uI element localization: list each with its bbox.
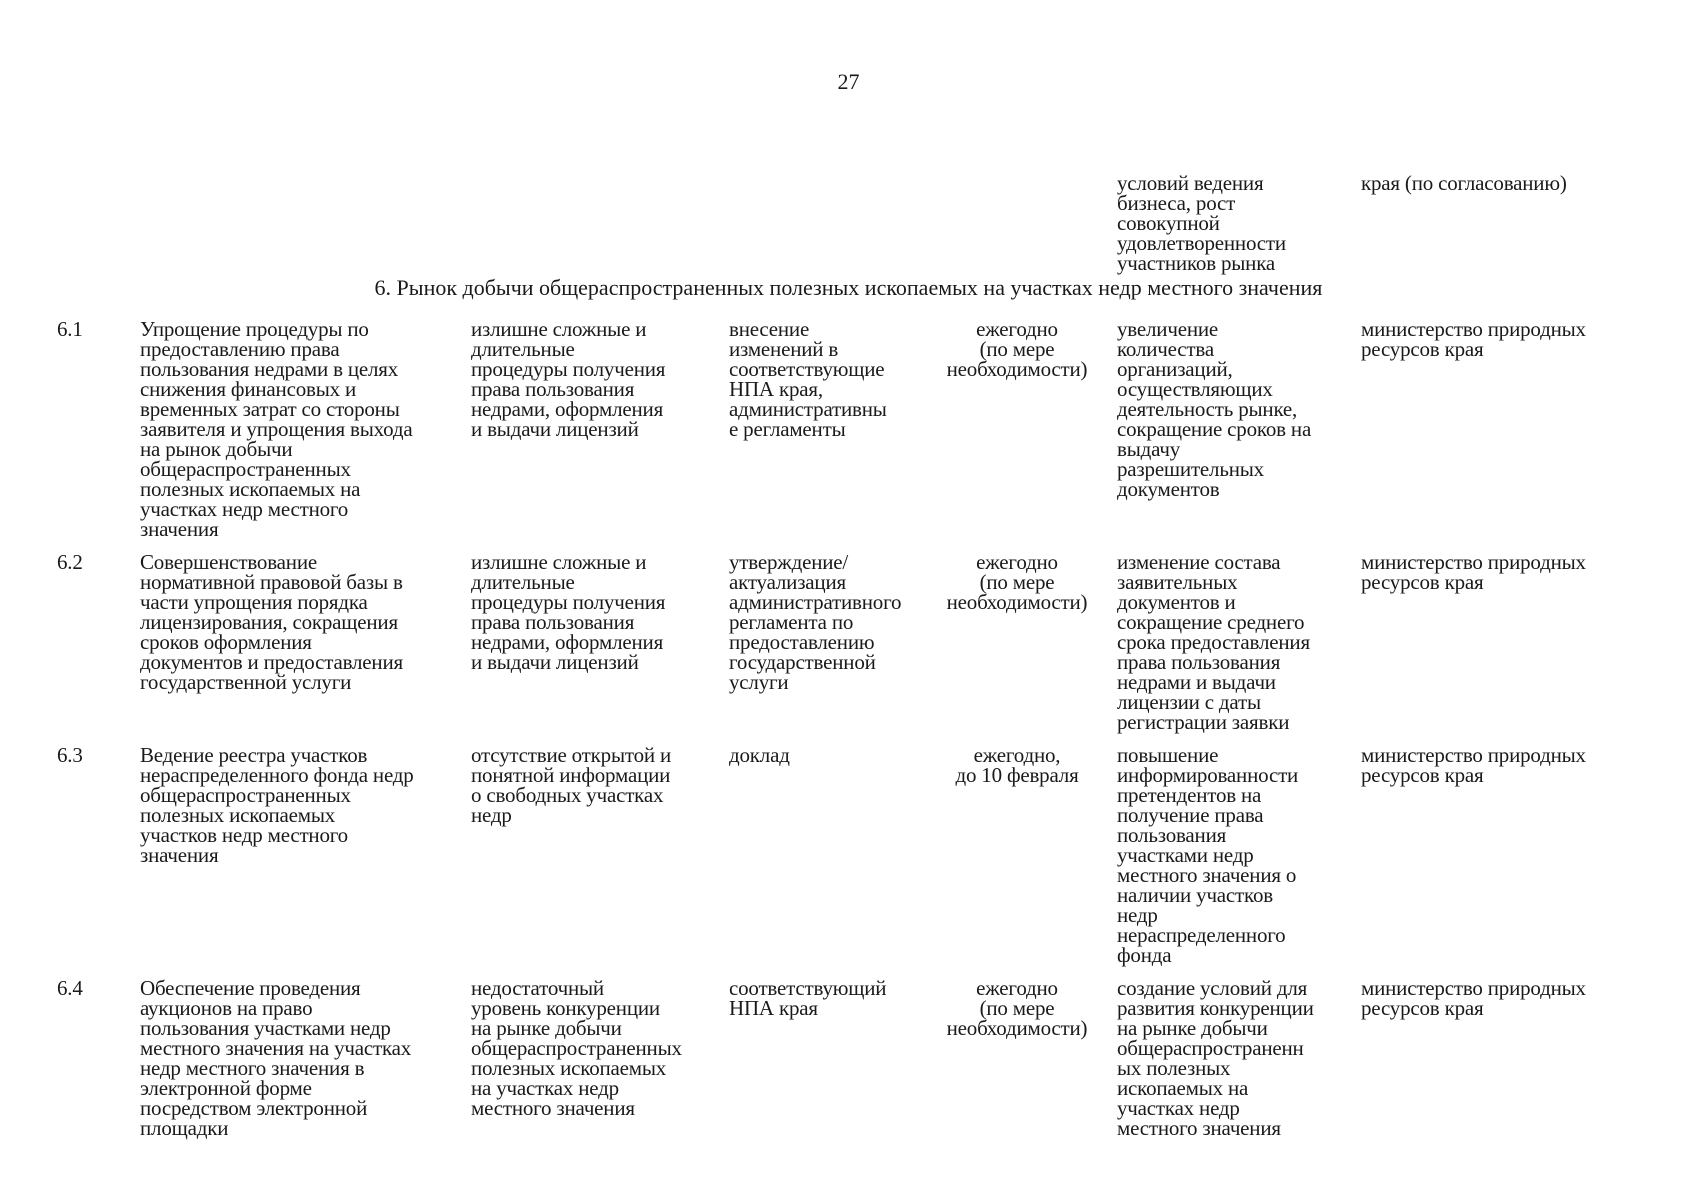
row-responsible: министерство природных ресурсов края [1361, 743, 1586, 787]
row-number: 6.3 [57, 743, 83, 767]
row-responsible: министерство природных ресурсов края [1361, 550, 1586, 594]
row-term: ежегодно, до 10 февраля [955, 743, 1079, 787]
row-task: Упрощение процедуры по предоставлению права пользования недрами в целях снижения финансовых и временных затрат со стороны заявителя и упрощения выхода на рынок добычи общераспространенных полезных ископаемых на участках недр местного значения [140, 317, 413, 541]
row-document: соответствующий НПА края [729, 976, 887, 1020]
row-result: изменение состава заявительных документов и сокращение среднего срока предоставления права пользования недрами и выдачи лицензии с даты регистрации заявки [1117, 550, 1310, 734]
row-result: повышение информированности претендентов на получение права пользования участками недр местного значения о наличии участков недр нераспределенного фонда [1117, 743, 1299, 967]
row-task: Совершенствование нормативной правовой базы в части упрощения порядка лицензирования, сокращения сроков оформления документов и предоставления государственной услуги [140, 550, 403, 694]
row-document: доклад [729, 743, 790, 767]
continuation-responsible: края (по согласованию) [1361, 171, 1567, 195]
page-number: 27 [837, 69, 860, 94]
row-responsible: министерство природных ресурсов края [1361, 317, 1586, 361]
continuation-result: условий ведения бизнеса, рост совокупной удовлетворенности участников рынка [1117, 171, 1286, 275]
row-number: 6.1 [57, 317, 83, 341]
row-problem: недостаточный уровень конкуренции на рынке добычи общераспространенных полезных ископаемых на участках недр местного значения [471, 976, 682, 1120]
row-document: внесение изменений в соответствующие НПА края, административны е регламенты [729, 317, 887, 441]
row-problem: излишне сложные и длительные процедуры получения права пользования недрами, оформления и выдачи лицензий [471, 550, 666, 674]
row-problem: отсутствие открытой и понятной информации о свободных участках недр [471, 743, 671, 827]
row-document: утверждение/ актуализация административного регламента по предоставлению государственной услуги [729, 550, 902, 694]
section-title: 6. Рынок добычи общераспространенных полезных ископаемых на участках недр местного значения [374, 275, 1323, 300]
row-number: 6.2 [57, 550, 83, 574]
row-result: увеличение количества организаций, осуществляющих деятельность рынке, сокращение сроков на выдачу разрешительных документов [1117, 317, 1312, 501]
row-term: ежегодно (по мере необходимости) [946, 317, 1088, 381]
row-task: Обеспечение проведения аукционов на право пользования участками недр местного значения на участках недр местного значения в электронной форме посредством электронной площадки [140, 976, 412, 1140]
row-responsible: министерство природных ресурсов края [1361, 976, 1586, 1020]
row-number: 6.4 [57, 976, 83, 1000]
row-task: Ведение реестра участков нераспределенного фонда недр общераспространенных полезных ископаемых участков недр местного значения [140, 743, 414, 867]
row-term: ежегодно (по мере необходимости) [946, 550, 1088, 614]
row-term: ежегодно (по мере необходимости) [946, 976, 1088, 1040]
row-result: создание условий для развития конкуренции на рынке добычи общераспространенн ых полезных ископаемых на участках недр местного значения [1117, 976, 1314, 1140]
row-problem: излишне сложные и длительные процедуры получения права пользования недрами, оформления и выдачи лицензий [471, 317, 666, 441]
